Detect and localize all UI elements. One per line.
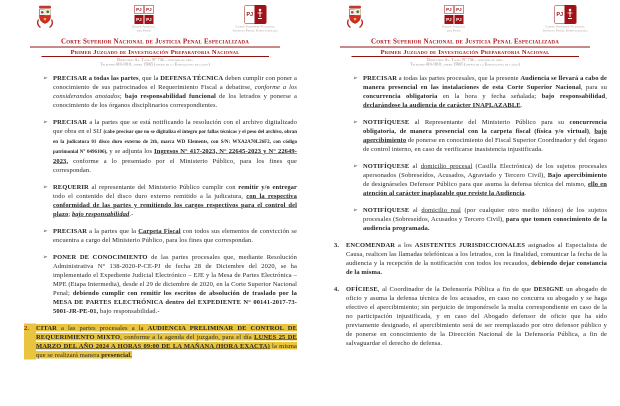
bullet-paragraph: [24, 74, 297, 110]
pj-monogram: PJ: [146, 7, 152, 12]
bullet-paragraph: [334, 118, 607, 154]
bullet-paragraph: [24, 227, 297, 245]
corte-superior-nacional-logo: [543, 5, 588, 33]
pj-monogram: PJ: [146, 17, 152, 22]
phone-line: Teléfono 410-1010, anexo 15665 (anexo de la Especialista de causa): [100, 62, 210, 67]
pj-monogram: PJ: [446, 7, 452, 12]
paragraph-marker: ➢: [43, 254, 48, 260]
csn-logo-caption: Justicia Penal Especializada: [232, 28, 278, 33]
pj-logo-caption: Poder Judicial: [132, 25, 156, 29]
court-title: Corte Superior Nacional de Justicia Penal Especializada: [60, 38, 250, 46]
bullet-paragraph: [334, 162, 607, 198]
pj-monogram: PJ: [245, 6, 255, 24]
justice-figure-icon: [565, 6, 576, 24]
bullet-paragraph: [24, 253, 297, 316]
pj-squares-icon: [134, 5, 153, 24]
paragraph-text: CITAR a las partes procesales a la AUDIENCIA PRELIMINAR DE CONTROL DE REQUERIMIENTO MIXTO, conforme a la agenda del juzgado, para el día LUNES 25 DE MARZO DEL AÑO 2024 A HORAS 09:00 DE LA MAÑANA (HORA EXACTA) la misma que se realizará manera presencial.: [36, 324, 297, 359]
paragraph-text: ENCOMENDAR a los ASISTENTES JURISDICCIONALES asignados al Especialista de Causa, realicen las llamadas telefónicas a los letrados, con la finalidad, comunicar la fecha de la audiencia y la recepción de la notificación con todos los recaudos, debiendo dejar constancia de la misma.: [346, 241, 608, 276]
court-title: Corte Superior Nacional de Justicia Penal Especializada: [370, 38, 560, 46]
paragraph-marker: 2.: [24, 324, 36, 360]
page-body: [24, 74, 297, 360]
paragraph-marker: ➢: [353, 75, 358, 81]
paragraph-marker: ➢: [353, 163, 358, 169]
numbered-paragraph: [334, 285, 607, 348]
paragraph-text: PRECISAR a la partes que la Carpeta Fiscal con todos sus elementos de convicción se encuentra a cargo del Ministerio Público, para los fines que correspondan.: [53, 227, 297, 244]
numbered-paragraph: [334, 241, 607, 277]
poder-judicial-logo: [132, 5, 155, 33]
csn-logo-caption: Corte Superior Nacional: [235, 25, 276, 29]
paragraph-text: NOTIFÍQUESE al domicilio real (por cualquier otro medio idóneo) de los sujetos procesales (Sobreseídos, Acusados y Tercero Civil), para que tomen conocimiento de la audiencia programada.: [363, 206, 607, 232]
address-line: Dirección: Av. Tacna N° 734 – cercado de lima: [117, 57, 193, 62]
pj-monogram: PJ: [456, 7, 462, 12]
paragraph-marker: ➢: [43, 119, 48, 125]
address-line: Dirección: Av. Tacna N° 734 – cercado de lima: [427, 57, 503, 62]
paragraph-text: PRECISAR a todas las partes, que la DEFENSA TÉCNICA deben cumplir con poner a conocimiento de sus patrocinados el Requerimiento Fiscal a debatirse, conforme a los considerandos anotados; bajo responsabilidad funcional de los letrados y ponerse a conocimiento de los órganos disciplinarios correspondientes.: [53, 74, 298, 109]
pj-logo-caption: Poder Judicial: [442, 25, 466, 29]
peru-coat-of-arms-icon: [35, 5, 55, 32]
paragraph-text: PRECISAR a la partes que se está notificando la resolución con el archivo digitalizado que obra en el SIJ (cabe precisar que no se digitaliza el íntegro por fallas técnicas y el peso del archivo, obran en la judicatura 01 disco duro externo de 2tb, marca WD Elements, con S/N: WXA2A70L26F2, con código patrimonial N° 0496106), y se adjunta los Ingresos N° 417-2023, N° 22645-2023 y N° 22649-2023, conforme a lo presentado por el Ministerio Público, para los fines que correspondan.: [53, 118, 297, 174]
pj-monogram: PJ: [446, 17, 452, 22]
pj-monogram: PJ: [136, 17, 142, 22]
paragraph-marker: ➢: [353, 207, 358, 213]
pj-logo-caption: del Perú: [136, 28, 151, 33]
paragraph-text: REQUERIR al representante del Ministerio Público cumplir con remitir y/o entregar todo el contenido del disco duro externo remitido a la judicatura, con la respectiva conformidad de las partes y remitiendo los cargos respectivos para el control del plazo; bajo responsabilidad.-: [53, 183, 297, 218]
office-title: Primer Juzgado de Investigación Preparatoria Nacional: [380, 48, 550, 56]
pj-logo-caption: del Perú: [446, 28, 461, 33]
csn-logo-caption: Justicia Penal Especializada: [542, 28, 588, 33]
peru-coat-of-arms-icon: [345, 5, 365, 32]
paragraph-marker: 3.: [334, 241, 340, 249]
page-body: [334, 74, 607, 348]
paragraph-marker: ➢: [43, 75, 48, 81]
paragraph-marker: ➢: [353, 119, 358, 125]
paragraph-marker: ➢: [43, 184, 48, 190]
pj-monogram: PJ: [136, 7, 142, 12]
paragraph-text: OFÍCIESE, al Coordinador de la Defensoría Pública a fin de que DESIGNE un abogado de oficio y asuma la defensa técnica de los acusados, en caso no concurra su abogado y se haga efectivo el apercibimiento; sin perjuicio de imponérsele la multa correspondiente en caso de la no participación injustificada, y en caso del Abogado defensor de oficio que ha sido previamente designado, el apercibimiento será de ser reemplazado por otro defensor público y de ponerse en conocimiento de la Dirección Nacional de la Defensoría Pública, a fin de salvaguardar el derecho de defensa.: [346, 285, 607, 347]
pj-squares-icon: [444, 5, 463, 24]
paragraph-marker: 4.: [334, 285, 340, 293]
document-page-right: [310, 0, 620, 406]
justice-figure-icon: [255, 6, 266, 24]
bullet-paragraph: [334, 74, 607, 110]
bullet-paragraph: [24, 118, 297, 175]
paragraph-text: PRECISAR a todas las partes procesales, que la presente Audiencia se llevará a cabo de manera presencial en las instalaciones de esta Corte Superior Nacional, para su concurrencia obligatoria en la hora y fecha señalada; bajo responsabilidad, declarándose la audiencia de carácter INAPLAZABLE.: [363, 74, 607, 109]
paragraph-text: PONER DE CONOCIMIENTO de las partes procesales que, mediante Resolución Administrativa N° 138-2020-P-CE-PJ de fecha 28 de Diciembre del 2020, se ha implementado el Expediente Judicial Electrónico – EJE y la Mesa de Partes Electrónica – MPE (Etapa Intermedia), desde el 29 de diciembre de 2020, en la Corte Superior Nacional Penal; debiendo cumplir con remitir los escritos de absolución de traslado por la MESA DE PARTES ELECTRÓNICA dentro del EXPEDIENTE N° 00141-2017-73-5001-JR-PE-01, bajo responsabilidad.-: [53, 253, 297, 315]
corte-superior-nacional-logo: [233, 5, 278, 33]
pj-monogram: PJ: [555, 6, 565, 24]
poder-judicial-logo: [442, 5, 465, 33]
bullet-paragraph: [334, 206, 607, 233]
numbered-paragraph: [24, 324, 297, 360]
bullet-paragraph: [24, 183, 297, 219]
csn-emblem-icon: [554, 5, 576, 24]
header-logo-row: [0, 4, 310, 37]
csn-emblem-icon: [244, 5, 266, 24]
csn-logo-caption: Corte Superior Nacional: [545, 25, 586, 29]
paragraph-marker: ➢: [43, 228, 48, 234]
pj-monogram: PJ: [456, 17, 462, 22]
paragraph-text: NOTIFÍQUESE al Representante del Ministerio Público para su concurrencia obligatoria, de manera presencial con la carpeta fiscal (física y/o virtual), bajo apercibimiento de ponerse en conocimiento del Fiscal Superior Coordinador y del órgano de control interno, en caso de verificarse inasistencia injustificada.: [363, 118, 607, 153]
office-title: Primer Juzgado de Investigación Preparatoria Nacional: [70, 48, 240, 56]
header-logo-row: [310, 4, 620, 37]
phone-line: Teléfono 410-1010, anexo 15665 (anexo de la Especialista de causa): [410, 62, 520, 67]
paragraph-text: NOTIFÍQUESE al domicilio procesal (Casilla Electrónica) de los sujetos procesales apersonados (Sobreseídos, Acusados, Agraviado y Tercero Civil), Bajo apercibimiento de designárseles Defensor Público para que asuma la defensa técnica del mismo, ello en atención al carácter inaplazable que reviste la Audiencia.: [363, 162, 607, 197]
